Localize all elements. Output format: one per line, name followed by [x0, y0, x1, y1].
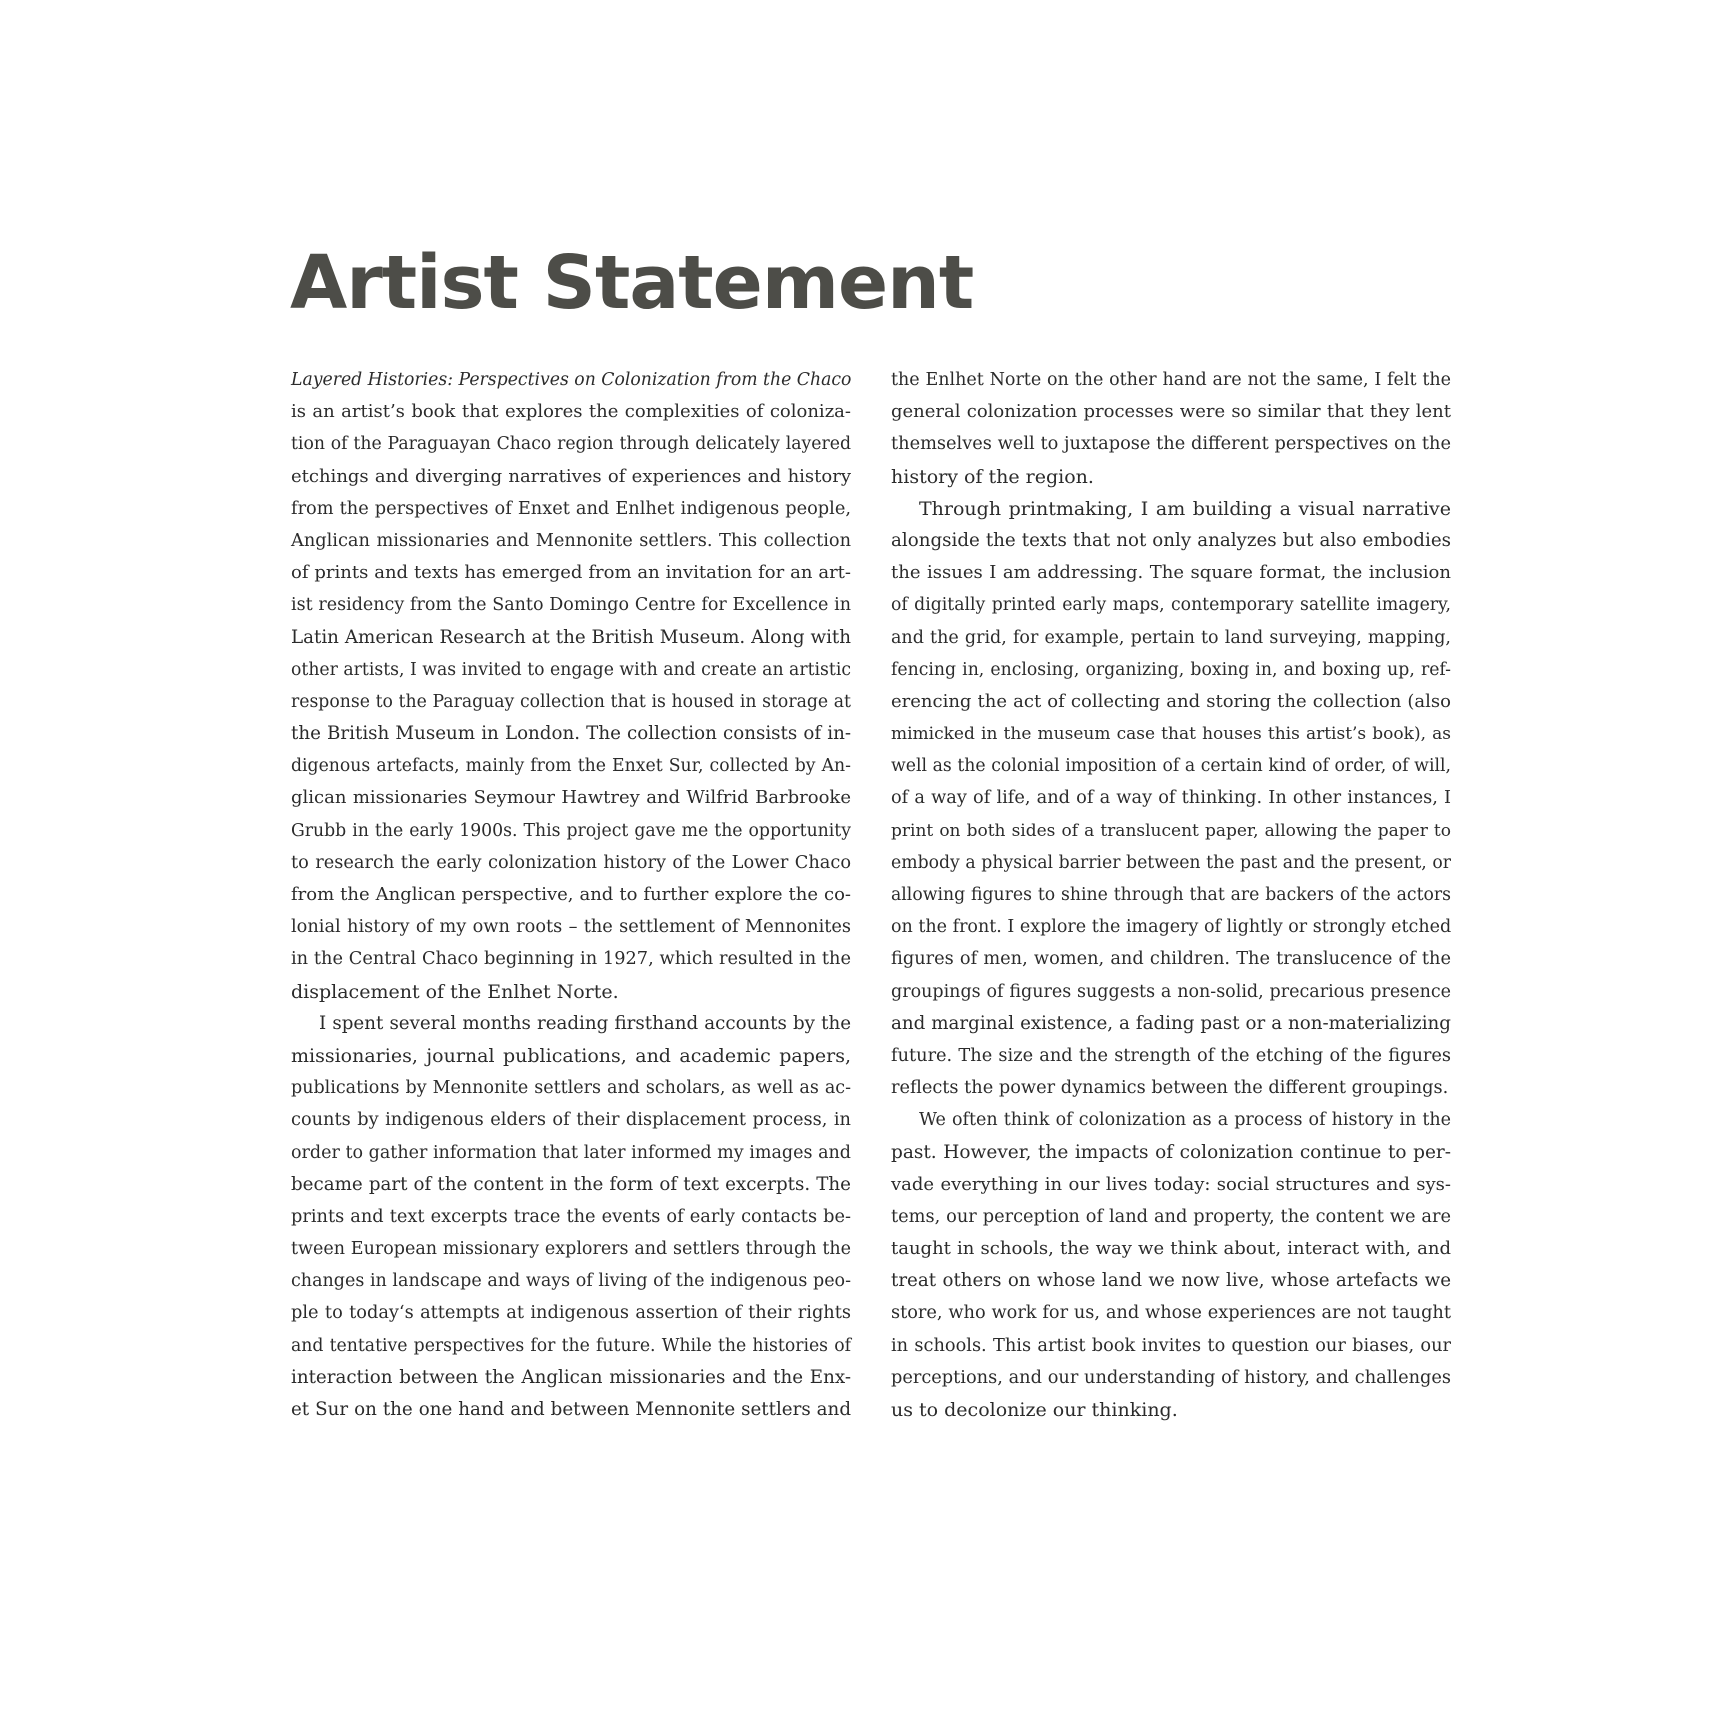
text-line: past. However, the impacts of colonization continue to per- — [891, 1141, 1451, 1163]
text-line: perceptions, and our understanding of history, and challenges — [891, 1367, 1451, 1388]
text-line: mimicked in the museum case that houses this artist’s book), as — [891, 724, 1451, 745]
text-line: Latin American Research at the British Museum. Along with — [291, 626, 851, 648]
text-line: I spent several months reading firsthand accounts by the — [319, 1012, 851, 1034]
text-line: fencing in, enclosing, organizing, boxing in, and boxing up, ref- — [891, 659, 1451, 680]
text-line: the issues I am addressing. The square format, the inclusion — [891, 562, 1451, 584]
text-line: and marginal existence, a fading past or a non-materializing — [891, 1012, 1451, 1034]
text-line: store, who work for us, and whose experiences are not taught — [891, 1303, 1451, 1324]
text-line: history of the region. — [891, 465, 1094, 488]
text-line: of a way of life, and of a way of thinking. In other instances, I — [891, 788, 1451, 809]
text-line: digenous artefacts, mainly from the Enxet Sur, collected by An- — [291, 756, 851, 777]
text-line: print on both sides of a translucent paper, allowing the paper to — [891, 820, 1451, 841]
text-line: tween European missionary explorers and settlers through the — [291, 1239, 851, 1260]
text-line: became part of the content in the form of text excerpts. The — [291, 1173, 851, 1195]
text-line: taught in schools, the way we think about, interact with, and — [891, 1238, 1451, 1260]
text-line: etchings and diverging narratives of experiences and history — [291, 465, 851, 487]
text-line: et Sur on the one hand and between Mennonite settlers and — [291, 1399, 851, 1420]
text-line: ist residency from the Santo Domingo Centre for Excellence in — [291, 595, 851, 616]
text-line: Anglican missionaries and Mennonite settlers. This collection — [291, 530, 851, 551]
text-line: from the Anglican perspective, and to further explore the co- — [291, 884, 851, 905]
text-line: interaction between the Anglican missionaries and the Enx- — [291, 1366, 851, 1388]
text-line: ple to today‘s attempts at indigenous assertion of their rights — [291, 1303, 851, 1324]
page-title: Artist Statement — [290, 240, 974, 326]
text-line: themselves well to juxtapose the different perspectives on the — [891, 434, 1451, 455]
text-line: other artists, I was invited to engage with and create an artistic — [291, 659, 851, 680]
text-line: groupings of figures suggests a non-solid, precarious presence — [891, 981, 1451, 1002]
text-line: treat others on whose land we now live, whose artefacts we — [891, 1270, 1451, 1292]
text-line: well as the colonial imposition of a certain kind of order, of will, — [891, 756, 1451, 777]
text-column-left — [291, 364, 851, 1426]
text-line: glican missionaries Seymour Hawtrey and Wilfrid Barbrooke — [291, 787, 851, 809]
text-line: erencing the act of collecting and storing the collection (also — [891, 690, 1451, 712]
text-line: the Enlhet Norte on the other hand are not the same, I felt the — [891, 370, 1451, 390]
text-line: counts by indigenous elders of their displacement process, in — [291, 1110, 851, 1131]
text-line: is an artist’s book that explores the complexities of coloniza- — [291, 401, 851, 423]
text-line: response to the Paraguay collection that is housed in storage at — [291, 691, 851, 712]
text-line: Layered Histories: Perspectives on Colonization from the Chaco — [291, 370, 852, 390]
text-line: reflects the power dynamics between the different groupings. — [891, 1078, 1449, 1099]
text-line: We often think of colonization as a process of history in the — [919, 1110, 1451, 1131]
text-line: missionaries, journal publications, and academic papers, — [291, 1044, 851, 1067]
text-line: in the Central Chaco beginning in 1927, which resulted in the — [291, 949, 851, 970]
text-line: Grubb in the early 1900s. This project gave me the opportunity — [291, 820, 851, 841]
text-line: and tentative perspectives for the future. While the histories of — [291, 1335, 851, 1356]
text-line: alongside the texts that not only analyzes but also embodies — [891, 529, 1451, 551]
text-line: tems, our perception of land and property, the content we are — [891, 1206, 1451, 1227]
text-column-right — [891, 364, 1451, 1426]
text-line: us to decolonize our thinking. — [891, 1399, 1178, 1421]
text-line: on the front. I explore the imagery of lightly or strongly etched — [891, 917, 1452, 938]
text-line: order to gather information that later informed my images and — [291, 1142, 851, 1163]
text-line: of prints and texts has emerged from an invitation for an art- — [291, 562, 851, 584]
text-line: from the perspectives of Enxet and Enlhet indigenous people, — [291, 498, 851, 519]
text-line: Through printmaking, I am building a visual narrative — [919, 497, 1451, 520]
text-line: future. The size and the strength of the etching of the figures — [891, 1045, 1451, 1066]
text-line: general colonization processes were so similar that they lent — [891, 401, 1451, 423]
text-line: in schools. This artist book invites to question our biases, our — [891, 1335, 1451, 1356]
text-line: and the grid, for example, pertain to land surveying, mapping, — [891, 627, 1451, 648]
text-line: to research the early colonization history of the Lower Chaco — [291, 852, 851, 873]
text-line: figures of men, women, and children. The translucence of the — [891, 949, 1451, 970]
text-line: allowing figures to shine through that are backers of the actors — [891, 885, 1451, 905]
text-line: of digitally printed early maps, contemporary satellite imagery, — [891, 595, 1451, 616]
text-line: embody a physical barrier between the past and the present, or — [891, 852, 1451, 873]
text-line: publications by Mennonite settlers and scholars, as well as ac- — [291, 1078, 851, 1099]
text-line: changes in landscape and ways of living of the indigenous peo- — [291, 1271, 851, 1292]
text-line: the British Museum in London. The collection consists of in- — [291, 723, 851, 745]
text-line: prints and text excerpts trace the events of early contacts be- — [291, 1206, 851, 1227]
text-line: vade everything in our lives today: social structures and sys- — [891, 1173, 1451, 1195]
text-line: lonial history of my own roots – the settlement of Mennonites — [291, 917, 851, 938]
text-line: tion of the Paraguayan Chaco region through delicately layered — [291, 434, 851, 455]
text-line: displacement of the Enlhet Norte. — [291, 980, 619, 1003]
